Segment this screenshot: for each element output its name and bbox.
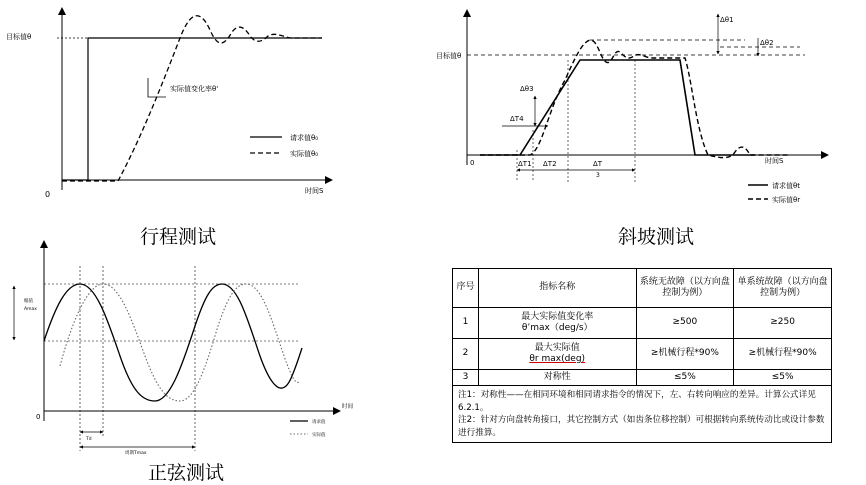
row-name xyxy=(478,339,636,370)
row-name: 对称性 xyxy=(478,370,636,386)
legend-actual-label: 实际值θ₀ xyxy=(290,150,319,158)
row-fault-value: ≥机械行程*90% xyxy=(734,339,832,370)
actual-ramp-curve xyxy=(480,40,790,158)
row-seq: 2 xyxy=(453,339,479,370)
legend-request-label: 请求值θ₀ xyxy=(290,134,319,142)
note-1: 注1：对称性——在相同环境和相同请求指令的情况下，左、右转向响应的差异。计算公式详见6.2.1。 xyxy=(458,390,816,413)
spec-table xyxy=(452,268,832,443)
actual-response-curve xyxy=(62,16,322,181)
y-axis-target-label: 目标值θ xyxy=(6,33,32,41)
row-normal-value: ≥500 xyxy=(636,308,734,339)
table-notes-row xyxy=(453,386,832,443)
slope-marker xyxy=(148,78,166,97)
note-2: 注2：针对方向盘转角接口，其它控制方式（如齿条位移控制）可根据转向系统传动比或设计参数进行推算。 xyxy=(458,415,825,438)
period-label: 周期Tmax xyxy=(125,451,147,456)
row-name-line-1: 最大实际值变化率 xyxy=(521,311,594,322)
row-seq: 1 xyxy=(453,308,479,339)
table-notes xyxy=(453,386,832,443)
header-seq: 序号 xyxy=(453,269,479,308)
sine-test-chart xyxy=(0,236,370,461)
slope-annotation: 实际值变化率θ' xyxy=(170,85,219,93)
origin-label: 0 xyxy=(36,413,41,421)
x-axis-label: 时间S xyxy=(765,157,784,165)
header-normal: 系统无故障（以方向盘控制为例） xyxy=(636,269,734,308)
request-sine-curve xyxy=(44,284,302,401)
dtheta2-label: Δθ2 xyxy=(760,39,774,47)
legend-request-label: 请求值θt xyxy=(772,182,801,190)
travel-test-caption: 行程测试 xyxy=(140,226,217,248)
table-row xyxy=(453,308,832,339)
td-label: Td xyxy=(86,437,92,442)
sine-test-caption: 正弦测试 xyxy=(148,462,225,484)
dtheta3-label: Δθ3 xyxy=(520,85,534,93)
actual-sine-curve xyxy=(60,284,300,401)
request-ramp-line xyxy=(480,60,755,155)
x-axis-label: 时间 xyxy=(342,404,354,410)
legend-request-label: 请求值 xyxy=(312,420,326,425)
legend-actual-label: 实际值 xyxy=(312,433,326,438)
ramp-test-caption: 斜坡测试 xyxy=(618,226,695,248)
header-fault: 单系统故障（以方向盘控制为例） xyxy=(734,269,832,308)
amplitude-label-1: 幅值 xyxy=(24,299,33,304)
row-seq: 3 xyxy=(453,370,479,386)
dt3-sub-label: 3 xyxy=(596,172,600,179)
row-normal-value: ≥机械行程*90% xyxy=(636,339,734,370)
dt3-label: ΔT xyxy=(593,160,603,168)
origin-label: 0 xyxy=(45,190,51,199)
row-name-line-2: θ’max（deg/s） xyxy=(521,323,593,333)
amplitude-label-2: Amax xyxy=(24,307,37,312)
y-axis-target-label: 目标值θ xyxy=(436,52,462,60)
dt2-label: ΔT2 xyxy=(543,160,557,168)
legend-actual-label: 实际值θr xyxy=(772,196,801,204)
origin-label: 0 xyxy=(470,159,475,167)
request-step-line xyxy=(62,38,322,180)
dt1-label: ΔT1 xyxy=(518,160,532,168)
ramp-test-chart xyxy=(430,0,866,210)
dtheta1-label: Δθ1 xyxy=(720,16,734,24)
x-axis-label: 时间S xyxy=(305,187,324,195)
table-header-row xyxy=(453,269,832,308)
row-fault-value: ≥250 xyxy=(734,308,832,339)
row-normal-value: ≤5% xyxy=(636,370,734,386)
row-name-line-2: θr max(deg) xyxy=(529,354,586,364)
dt4-label: ΔT4 xyxy=(510,115,524,123)
row-fault-value: ≤5% xyxy=(734,370,832,386)
row-name xyxy=(478,308,636,339)
table-row xyxy=(453,370,832,386)
travel-test-chart xyxy=(0,0,340,210)
table-row xyxy=(453,339,832,370)
header-name: 指标名称 xyxy=(478,269,636,308)
row-name-line-1: 最大实际值 xyxy=(534,342,580,353)
